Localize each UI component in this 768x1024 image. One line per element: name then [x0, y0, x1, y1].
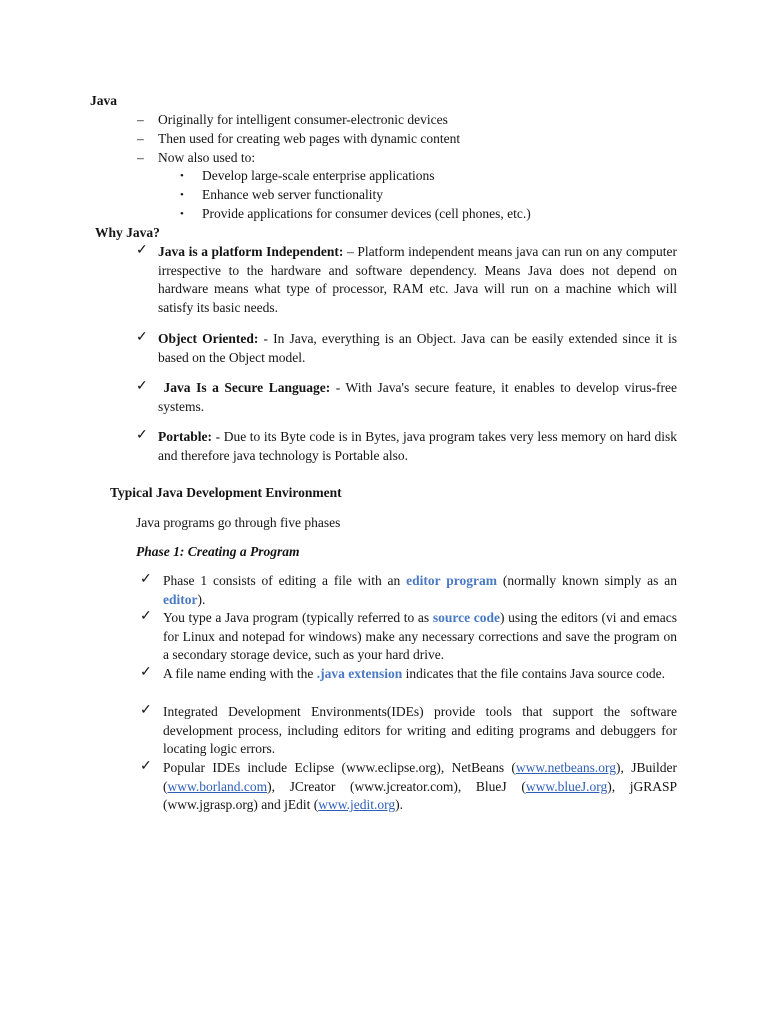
checkmark-icon: ✓	[140, 665, 152, 680]
why-item-title: Java Is a Secure Language:	[163, 380, 331, 395]
phase-item-text: ).	[197, 591, 206, 607]
borland-link[interactable]: www.borland.com	[167, 778, 268, 794]
bullet-item: Develop large-scale enterprise applications	[202, 168, 435, 183]
why-item-platform	[158, 243, 677, 317]
jedit-link[interactable]: www.jedit.org	[318, 797, 396, 813]
dash-item: Originally for intelligent consumer-electronic devices	[158, 112, 448, 127]
why-item-text: – Platform independent means java can run on any computer irrespective to the hardware and software dependency. Means Java does not depend on hardware means what type of processor, RAM etc. Java will run on a machine which will satisfy its basic needs.	[158, 244, 677, 315]
bullet-marker: •	[180, 170, 184, 182]
checkmark-icon: ✓	[140, 759, 152, 774]
phase-item-text: ) using the editors (vi and emacs for Linux and notepad for windows) make any necessary corrections and save the program on a secondary storage device, such as your hard drive.	[163, 610, 677, 663]
phase-item-ides: Integrated Development Environments(IDEs) provide tools that support the software development process, including editors for writing and editing programs and debuggers for locating logic errors.	[163, 704, 677, 757]
phase-item-text: ), JCreator (www.jcreator.com), BlueJ (	[267, 778, 526, 794]
dash-marker: –	[137, 112, 144, 127]
highlight-term: editor program	[406, 573, 497, 588]
phase-item-text: Phase 1 consists of editing a file with an	[163, 573, 407, 588]
bullet-item: Enhance web server functionality	[202, 187, 384, 202]
netbeans-link[interactable]: www.netbeans.org	[515, 760, 617, 775]
dash-item: Then used for creating web pages with dynamic content	[158, 131, 461, 146]
dash-marker: –	[137, 131, 144, 146]
phase-item-text: You type a Java program (typically referred to as	[163, 610, 433, 625]
why-item-secure	[158, 379, 677, 416]
bullet-marker: •	[180, 208, 184, 220]
phase-item-extension	[163, 665, 677, 684]
phase-item-popular-ides	[163, 759, 677, 815]
why-item-portable	[158, 428, 677, 465]
why-java-heading: Why Java?	[95, 225, 160, 240]
phase-item-text: indicates that the file contains Java source code.	[402, 666, 665, 681]
checkmark-icon: ✓	[140, 609, 152, 624]
bullet-item: Provide applications for consumer devices (cell phones, etc.)	[202, 206, 531, 221]
checkmark-icon: ✓	[136, 330, 148, 345]
checkmark-icon: ✓	[136, 243, 148, 258]
phase-item-text: ), JBuilder (	[163, 760, 677, 794]
phase-item-text: Popular IDEs include Eclipse (www.eclipse.org), NetBeans (	[163, 760, 516, 775]
highlight-term: source code	[432, 610, 500, 625]
why-item-text: - With Java's secure feature, it enables to develop virus-free systems.	[158, 380, 677, 414]
checkmark-icon: ✓	[140, 703, 152, 718]
phase-item-source-code	[163, 609, 677, 665]
checkmark-icon: ✓	[136, 428, 148, 443]
phase-item-text: A file name ending with the	[163, 666, 317, 681]
phase-item-text: (normally known simply as an	[497, 573, 677, 588]
java-heading: Java	[90, 93, 117, 108]
dev-env-heading: Typical Java Development Environment	[110, 485, 342, 500]
dash-item: Now also used to:	[158, 150, 256, 165]
why-item-title: Portable:	[158, 429, 212, 444]
why-item-object-oriented	[158, 330, 677, 367]
dev-env-intro: Java programs go through five phases	[136, 515, 341, 530]
bluej-link[interactable]: www.blueJ.org	[525, 778, 608, 794]
dash-marker: –	[137, 150, 144, 165]
phase-item-text: ), jGRASP (www.jgrasp.org) and jEdit (	[163, 778, 678, 813]
checkmark-icon: ✓	[136, 379, 148, 394]
why-item-title: Java is a platform Independent:	[158, 244, 344, 259]
why-item-text: - Due to its Byte code is in Bytes, java program takes very less memory on hard disk and therefore java technology is Portable also.	[158, 429, 677, 463]
why-item-title: Object Oriented:	[158, 331, 259, 346]
highlight-term: editor	[163, 591, 198, 607]
bullet-marker: •	[180, 189, 184, 201]
phase-title: Phase 1: Creating a Program	[136, 544, 300, 559]
why-item-text: - In Java, everything is an Object. Java can be easily extended since it is based on the Object model.	[158, 331, 677, 365]
phase-item-text: ).	[395, 797, 403, 813]
checkmark-icon: ✓	[140, 572, 152, 587]
phase-item-editor	[163, 572, 677, 609]
highlight-term: .java extension	[316, 666, 403, 681]
